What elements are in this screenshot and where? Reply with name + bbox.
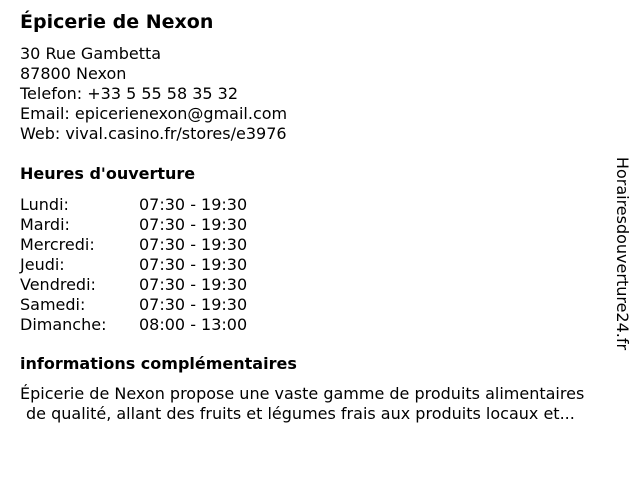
time-range: 07:30 - 19:30: [139, 195, 248, 214]
time-range: 08:00 - 13:00: [139, 315, 248, 334]
additional-info-text: [20, 384, 632, 424]
site-watermark: [612, 136, 634, 371]
day-label: Mardi:: [20, 215, 70, 234]
info-line: de qualité, allant des fruits et légumes frais aux produits locaux et...: [26, 404, 575, 423]
day-label: Lundi:: [20, 195, 69, 214]
hours-row: [20, 235, 247, 255]
hours-row: [20, 215, 247, 235]
time-range: 07:30 - 19:30: [139, 235, 248, 254]
phone-text: Telefon: +33 5 55 58 35 32: [20, 84, 239, 103]
watermark-text: Horairesdouverture24.fr: [613, 156, 633, 351]
day-label: Mercredi:: [20, 235, 95, 254]
hours-row: [20, 275, 247, 295]
day-label: Vendredi:: [20, 275, 96, 294]
hours-row: [20, 315, 247, 335]
website-text: Web: vival.casino.fr/stores/e3976: [20, 124, 287, 143]
hours-row: [20, 295, 247, 315]
time-range: 07:30 - 19:30: [139, 255, 248, 274]
store-title: Épicerie de Nexon: [20, 11, 214, 33]
opening-hours-table: [20, 195, 247, 335]
time-range: 07:30 - 19:30: [139, 215, 248, 234]
day-label: Jeudi:: [20, 255, 65, 274]
time-range: 07:30 - 19:30: [139, 295, 248, 314]
time-range: 07:30 - 19:30: [139, 275, 248, 294]
additional-info-heading: informations complémentaires: [20, 354, 297, 373]
opening-hours-heading: Heures d'ouverture: [20, 164, 196, 183]
hours-row: [20, 195, 247, 215]
contact-block: [20, 44, 287, 144]
day-label: Samedi:: [20, 295, 86, 314]
hours-row: [20, 255, 247, 275]
address-street: 30 Rue Gambetta: [20, 44, 162, 63]
info-line: Épicerie de Nexon propose une vaste gamme de produits alimentaires: [20, 384, 585, 403]
address-city: 87800 Nexon: [20, 64, 127, 83]
email-text: Email: epicerienexon@gmail.com: [20, 104, 288, 123]
day-label: Dimanche:: [20, 315, 107, 334]
